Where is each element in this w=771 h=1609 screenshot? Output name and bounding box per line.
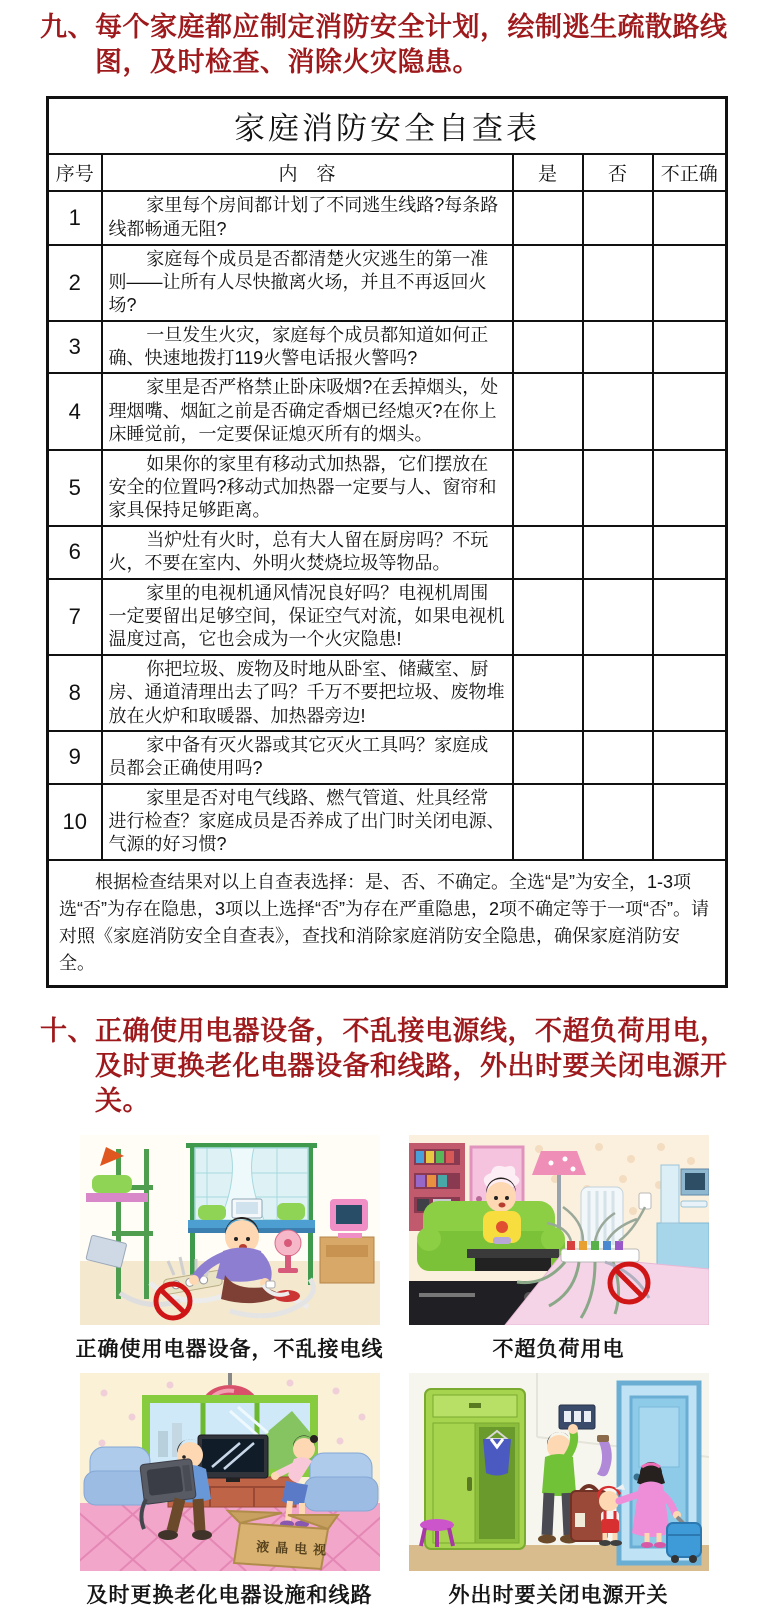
row-index: 7 <box>48 579 102 655</box>
row-index: 5 <box>48 450 102 526</box>
row-index: 1 <box>48 191 102 245</box>
table-title-row <box>48 98 727 154</box>
header-index: 序号 <box>48 154 102 191</box>
cell-incorrect <box>653 450 727 526</box>
row-content: 家里的电视机通风情况良好吗？电视机周围一定要留出足够空间，保证空气对流，如果电视机温度过高，它也会成为一个火灾隐患! <box>108 582 505 650</box>
row-content: 如果你的家里有移动式加热器，它们摆放在安全的位置吗?移动式加热器一定要与人、窗帘和家具保持足够距离。 <box>108 453 497 521</box>
cell-no <box>583 526 653 579</box>
row-index: 10 <box>48 784 102 860</box>
row-content: 家里是否严格禁止卧床吸烟?在丢掉烟头，处理烟嘴、烟缸之前是否确定香烟已经熄灭?在你上床睡觉前，一定要保证熄灭所有的烟头。 <box>108 377 499 445</box>
figure-switch-off-power <box>401 1373 716 1609</box>
row-index: 6 <box>48 526 102 579</box>
illustration-replace-tv-image <box>80 1373 380 1571</box>
table-row <box>48 321 727 374</box>
table-header-row <box>48 154 727 191</box>
power-switch-box <box>559 1405 595 1429</box>
illustration-overload-image <box>409 1135 709 1325</box>
header-no: 否 <box>583 154 653 191</box>
tv-box-label: 液晶电视 <box>255 1538 333 1558</box>
illustration-messy-wiring-image <box>80 1135 380 1325</box>
figure-caption: 及时更换老化电器设施和线路 <box>86 1582 373 1607</box>
cell-yes <box>513 191 583 245</box>
row-index: 8 <box>48 655 102 731</box>
cell-yes <box>513 526 583 579</box>
row-index: 2 <box>48 245 102 321</box>
section-9-number: 九、 <box>40 12 95 42</box>
cell-yes <box>513 321 583 374</box>
table-row <box>48 579 727 655</box>
header-content: 内 容 <box>102 154 513 191</box>
cell-yes <box>513 655 583 731</box>
figure-no-messy-wiring <box>72 1135 387 1363</box>
figure-caption: 外出时要关闭电源开关 <box>448 1582 669 1607</box>
row-index: 4 <box>48 373 102 449</box>
row-content: 一旦发生火灾，家庭每个成员都知道如何正确、快速地拨打119火警电话报火警吗? <box>108 324 489 369</box>
radiator-heater <box>581 1187 623 1249</box>
cell-no <box>583 245 653 321</box>
cell-incorrect <box>653 245 727 321</box>
cell-yes <box>513 731 583 784</box>
cell-no <box>583 655 653 731</box>
figure-replace-old-appliances <box>72 1373 387 1609</box>
fire-safety-selfcheck-table <box>46 96 728 988</box>
table-row <box>48 191 727 245</box>
row-index: 3 <box>48 321 102 374</box>
cell-no <box>583 191 653 245</box>
table-row <box>48 784 727 860</box>
table-row <box>48 731 727 784</box>
row-content: 当炉灶有火时，总有大人留在厨房吗？不玩火，不要在室内、外明火焚烧垃圾等物品。 <box>108 529 489 574</box>
table-footer-row <box>48 860 727 987</box>
figures-grid <box>72 1135 771 1609</box>
table-row <box>48 245 727 321</box>
cell-no <box>583 321 653 374</box>
table-title: 家庭消防安全自查表 <box>48 98 727 154</box>
illustration-switch-off-image <box>409 1373 709 1571</box>
cell-no <box>583 579 653 655</box>
figure-no-overload <box>401 1135 716 1363</box>
table-row <box>48 526 727 579</box>
cell-no <box>583 450 653 526</box>
row-index: 9 <box>48 731 102 784</box>
heading10-line1: 正确使用电器设备，不乱接电源线，不超负荷用电， <box>95 1015 728 1046</box>
table-row <box>48 450 727 526</box>
section-10-text <box>95 1014 771 1119</box>
cell-yes <box>513 373 583 449</box>
cell-incorrect <box>653 784 727 860</box>
cell-incorrect <box>653 731 727 784</box>
wall-outlet <box>639 1193 651 1209</box>
new-flat-tv <box>198 1435 268 1482</box>
figure-caption: 不超负荷用电 <box>492 1336 625 1361</box>
cell-no <box>583 784 653 860</box>
cell-yes <box>513 579 583 655</box>
section-10-number: 十、 <box>40 1015 95 1046</box>
header-incorrect: 不正确 <box>653 154 727 191</box>
table-row <box>48 373 727 449</box>
cell-incorrect <box>653 191 727 245</box>
figure-caption: 正确使用电器设备，不乱接电线 <box>75 1336 384 1361</box>
section-9-heading <box>0 10 771 80</box>
row-content: 家中备有灭火器或其它灭火工具吗？家庭成员都会正确使用吗? <box>108 734 489 779</box>
cell-yes <box>513 450 583 526</box>
row-content: 家庭每个成员是否都清楚火灾逃生的第一准则——让所有人尽快撤离火场，并且不再返回火场? <box>108 248 489 316</box>
header-yes: 是 <box>513 154 583 191</box>
cell-yes <box>513 784 583 860</box>
cell-no <box>583 731 653 784</box>
row-content: 你把垃圾、废物及时地从卧室、储藏室、厨房、通道清理出去了吗？千万不要把垃圾、废物堆放在火炉和取暖器、加热器旁边! <box>108 658 505 726</box>
cell-incorrect <box>653 655 727 731</box>
section-9-text <box>95 10 728 80</box>
row-content: 家里是否对电气线路、燃气管道、灶具经常进行检查？家庭成员是否养成了出门时关闭电源、气源的好习惯? <box>108 787 505 855</box>
cell-no <box>583 373 653 449</box>
cell-incorrect <box>653 579 727 655</box>
cell-incorrect <box>653 373 727 449</box>
cell-incorrect <box>653 321 727 374</box>
section-10-heading <box>0 1014 771 1119</box>
cell-incorrect <box>653 526 727 579</box>
heading9-line2: 图，及时检查、消除火灾隐患。 <box>95 47 480 77</box>
table-row <box>48 655 727 731</box>
armchair-right <box>304 1453 378 1511</box>
heading9-line1: 每个家庭都应制定消防安全计划，绘制逃生疏散路线 <box>95 12 728 42</box>
row-content: 家里每个房间都计划了不同逃生线路?每条路线都畅通无阻? <box>108 195 499 239</box>
blue-trolley-suitcase <box>667 1517 701 1563</box>
table-footer-note: 根据检查结果对以上自查表选择：是、否、不确定。全选“是”为安全，1-3项选“否”为存在隐患，3项以上选择“否”为存在严重隐患，2项不确定等于一项“否”。请对照《家庭消防安全自查表》，查找和消除家庭消防安全隐患，确保家庭消防安全。 <box>59 871 709 973</box>
cell-yes <box>513 245 583 321</box>
heading10-line2: 及时更换老化电器设备和线路，外出时要关闭电源开关。 <box>95 1050 728 1116</box>
